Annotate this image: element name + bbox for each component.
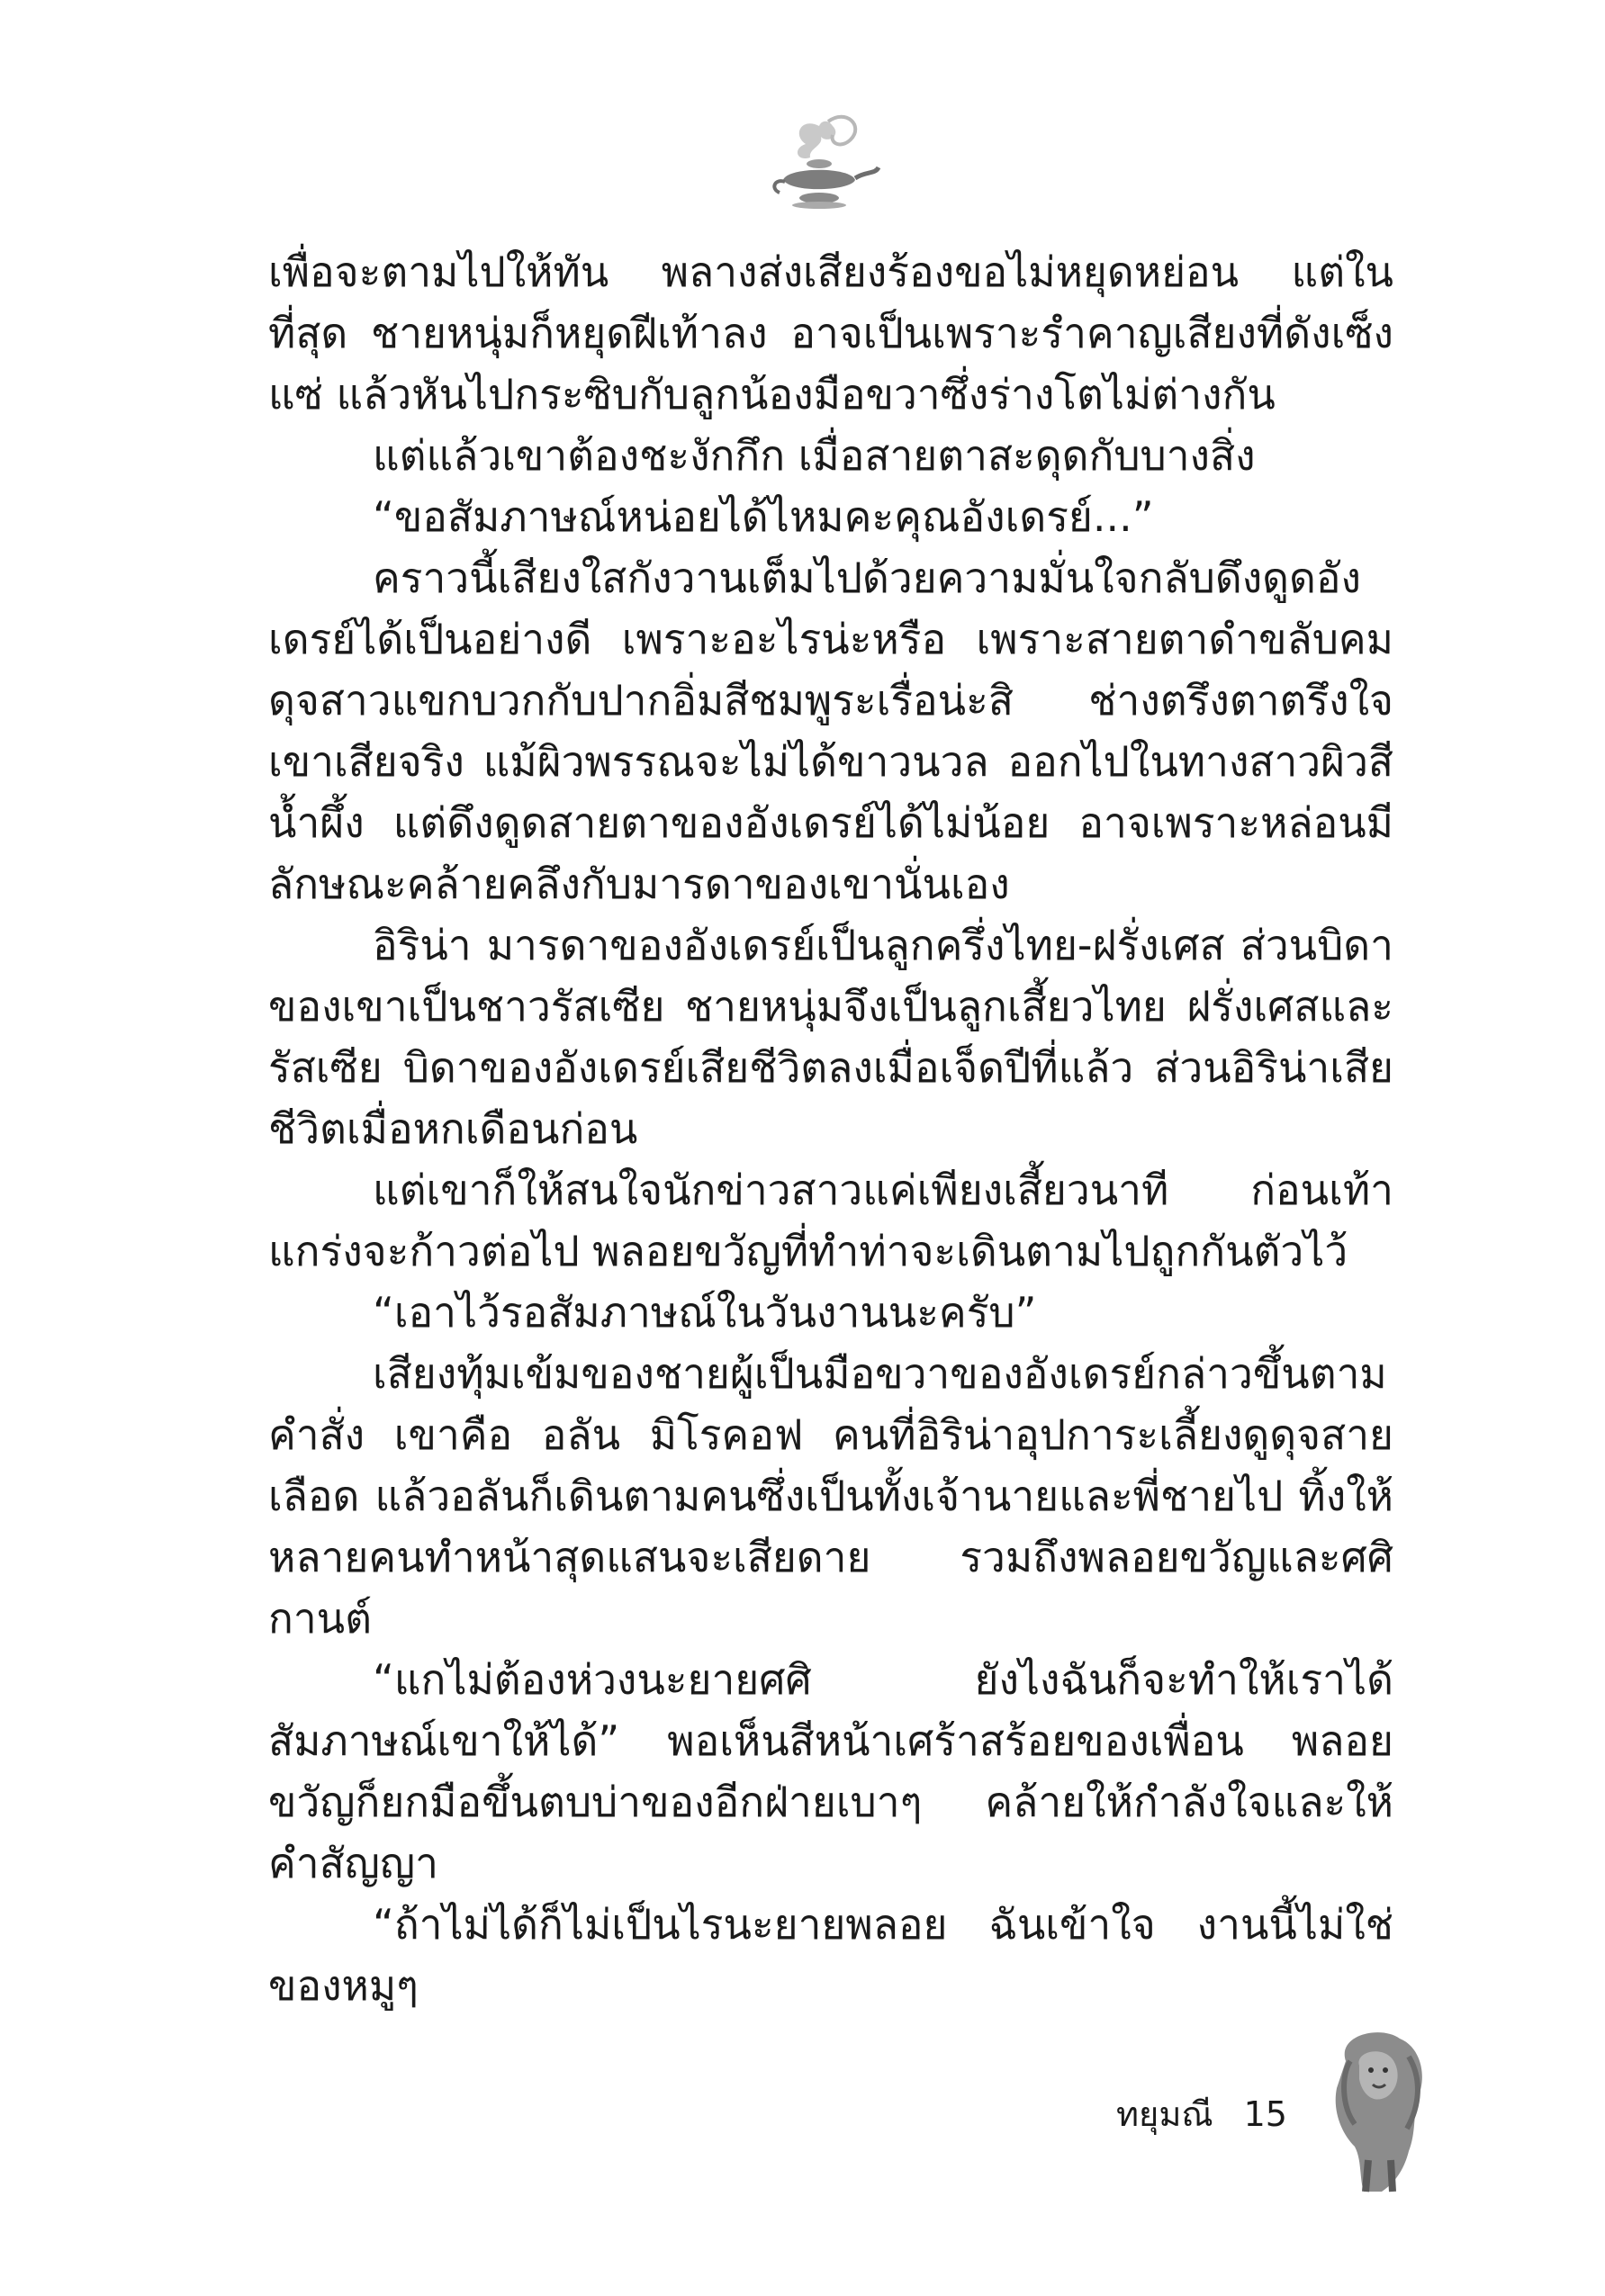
running-title: ทยุมณี bbox=[1116, 2094, 1213, 2134]
paragraph: “เอาไว้รอสัมภาษณ์ในวันงานนะครับ” bbox=[373, 1288, 1037, 1337]
paragraph: “ขอสัมภาษณ์หน่อยได้ไหมคะคุณอังเดรย์...” bbox=[373, 492, 1154, 541]
lion-icon bbox=[1310, 2025, 1445, 2196]
paragraph: “แกไม่ต้องห่วงนะยายศศิ ยังไงฉันก็จะทำให้เราได้สัมภาษณ์เขาให้ได้” พอเห็นสีหน้าเศร้าสร้อยของเพื่อน พลอยขวัญก็ยกมือขึ้นตบบ่าของอีกฝ่ายเบาๆ คล้ายให้กำลังใจและให้คำสัญญา bbox=[268, 1655, 1393, 1887]
paragraph: แต่เขาก็ให้สนใจนักข่าวสาวแค่เพียงเสี้ยวนาที ก่อนเท้าแกร่งจะก้าวต่อไป พลอยขวัญที่ทำท่าจะเดินตามไปถูกกันตัวไว้ bbox=[268, 1166, 1393, 1275]
paragraph: อิริน่า มารดาของอังเดรย์เป็นลูกครึ่งไทย-ฝรั่งเศส ส่วนบิดาของเขาเป็นชาวรัสเซีย ชายหนุ่มจึงเป็นลูกเสี้ยวไทย ฝรั่งเศสและรัสเซีย บิดาของอังเดรย์เสียชีวิตลงเมื่อเจ็ดปีที่แล้ว ส่วนอิริน่าเสียชีวิตเมื่อหกเดือนก่อน bbox=[268, 921, 1393, 1153]
paragraph: คราวนี้เสียงใสกังวานเต็มไปด้วยความมั่นใจกลับดึงดูดอังเดรย์ได้เป็นอย่างดี เพราะอะไรน่ะหรือ เพราะสายตาดำขลับคมดุจสาวแขกบวกกับปากอิ่มสีชมพูระเรื่อน่ะสิ ช่างตรึงตาตรึงใจเขาเสียจริง แม้ผิวพรรณจะไม่ได้ขาวนวล ออกไปในทางสาวผิวสีน้ำผึ้ง แต่ดึงดูดสายตาของอังเดรย์ได้ไม่น้อย อาจเพราะหล่อนมีลักษณะคล้ายคลึงกับมารดาของเขานั่นเอง bbox=[268, 554, 1393, 908]
paragraph: แต่แล้วเขาต้องชะงักกึก เมื่อสายตาสะดุดกับบางสิ่ง bbox=[373, 431, 1256, 480]
page-number: 15 bbox=[1243, 2093, 1287, 2134]
paragraph: เพื่อจะตามไปให้ทัน พลางส่งเสียงร้องขอไม่หยุดหย่อน แต่ในที่สุด ชายหนุ่มก็หยุดฝีเท้าลง อาจเป็นเพราะรำคาญเสียงที่ดังเซ็งแซ่ แล้วหันไปกระซิบกับลูกน้องมือขวาซึ่งร่างโตไม่ต่างกัน bbox=[268, 248, 1393, 419]
page-footer bbox=[1116, 2086, 1287, 2141]
magic-lamp-icon bbox=[765, 108, 882, 225]
paragraph: เสียงทุ้มเข้มของชายผู้เป็นมือขวาของอังเดรย์กล่าวขึ้นตามคำสั่ง เขาคือ อลัน มิโรคอฟ คนที่อิริน่าอุปการะเลี้ยงดูดุจสายเลือด แล้วอลันก็เดินตามคนซึ่งเป็นทั้งเจ้านายและพี่ชายไป ทิ้งให้หลายคนทำหน้าสุดแสนจะเสียดาย รวมถึงพลอยขวัญและศศิกานต์ bbox=[268, 1349, 1393, 1643]
paragraph: “ถ้าไม่ได้ก็ไม่เป็นไรนะยายพลอย ฉันเข้าใจ งานนี้ไม่ใช่ของหมูๆ bbox=[268, 1900, 1393, 2010]
body-text bbox=[268, 241, 1393, 2016]
